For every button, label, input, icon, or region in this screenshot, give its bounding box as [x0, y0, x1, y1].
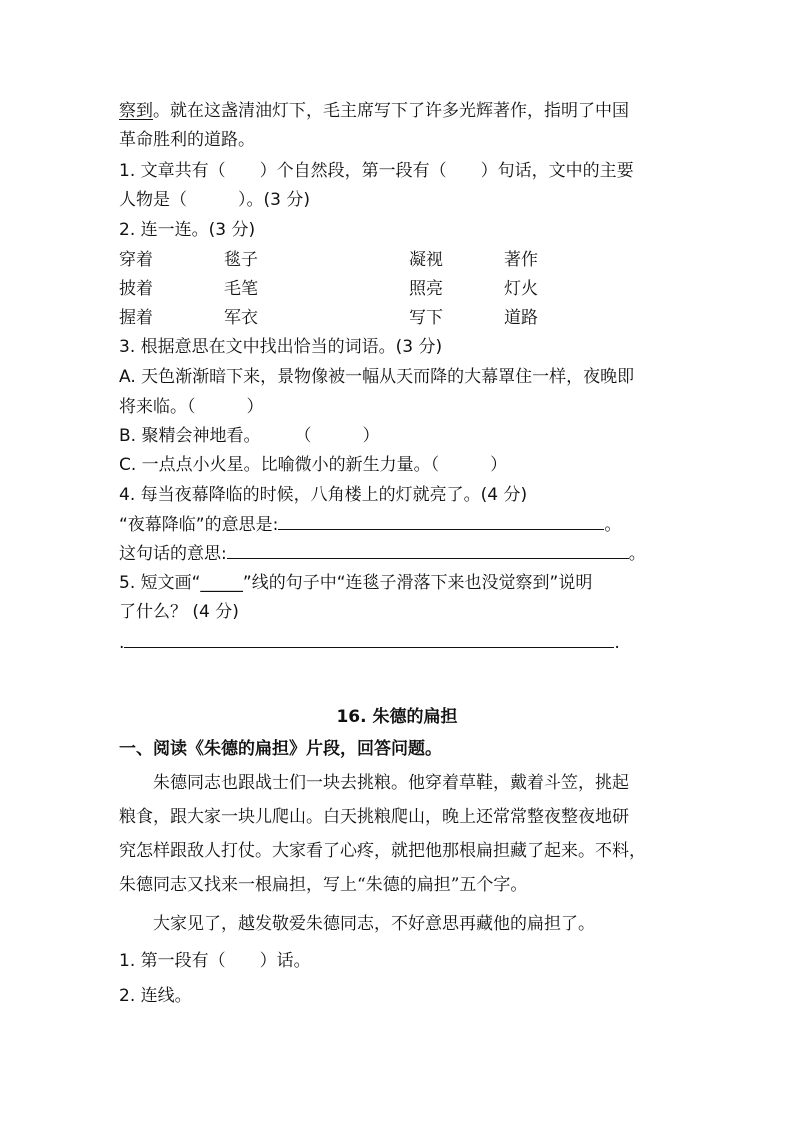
underlined-phrase: 察到	[119, 101, 153, 121]
question-1-line-2: 人物是（ ）。(3 分)	[119, 190, 310, 210]
section2-question-1: 1. 第一段有（ ）话。	[119, 951, 311, 971]
passage-line: 朱德同志又找来一根扁担，写上“朱德的扁担”五个字。	[119, 875, 528, 895]
match-word: 披着	[119, 279, 153, 299]
match-word: 写下	[409, 308, 443, 328]
match-word: 穿着	[119, 250, 153, 270]
passage-line: 粮食，跟大家一块儿爬山。白天挑粮爬山，晚上还常常整夜整夜地研	[119, 807, 629, 827]
match-word: 毛笔	[224, 279, 258, 299]
match-word: 著作	[504, 250, 538, 270]
question-1-line-1: 1. 文章共有（ ）个自然段，第一段有（ ）句话，文中的主要	[119, 161, 634, 181]
answer-blank[interactable]	[278, 513, 604, 530]
question-4b: 这句话的意思: 。	[119, 544, 646, 564]
question-3a-line-2: 将来临。（ ）	[119, 397, 264, 417]
passage-line: 朱德同志也跟战士们一块去挑粮。他穿着草鞋，戴着斗笠，挑起	[119, 773, 629, 793]
section2-question-2: 2. 连线。	[119, 986, 192, 1006]
match-word: 军衣	[224, 308, 258, 328]
match-word: 握着	[119, 308, 153, 328]
match-word: 凝视	[409, 250, 443, 270]
question-3b: B. 聚精会神地看。 （ ）	[119, 426, 380, 446]
passage-end-line-2: 革命胜利的道路。	[119, 130, 255, 150]
match-word: 道路	[504, 308, 538, 328]
answer-blank[interactable]	[124, 631, 614, 648]
question-3c: C. 一点点小火星。比喻微小的新生力量。（ ）	[119, 455, 508, 475]
passage-end-line-1: 察到。就在这盏清油灯下，毛主席写下了许多光辉著作，指明了中国	[119, 101, 629, 121]
match-word: 灯火	[504, 279, 538, 299]
lesson-title: 16. 朱德的扁担	[336, 707, 458, 727]
answer-blank[interactable]	[227, 542, 629, 559]
question-3-label: 3. 根据意思在文中找出恰当的词语。(3 分)	[119, 337, 443, 357]
question-2-label: 2. 连一连。(3 分)	[119, 220, 256, 240]
question-3a-line-1: A. 天色渐渐暗下来，景物像被一幅从天而降的大幕罩住一样，夜晚即	[119, 367, 635, 387]
passage-line: 究怎样跟敌人打仗。大家看了心疼，就把他那根扁担藏了起来。不料，	[119, 841, 646, 861]
question-5-answer: . .	[119, 633, 620, 653]
question-5-line-2: 了什么？ (4 分)	[119, 602, 239, 622]
match-word: 毯子	[224, 250, 258, 270]
question-4a: “夜幕降临”的意思是: 。	[119, 515, 622, 535]
question-4-label: 4. 每当夜幕降临的时候，八角楼上的灯就亮了。(4 分)	[119, 485, 528, 505]
match-word: 照亮	[409, 279, 443, 299]
passage-line: 大家见了，越发敬爱朱德同志，不好意思再藏他的扁担了。	[119, 914, 595, 934]
reading-heading: 一、阅读《朱德的扁担》片段，回答问题。	[119, 739, 442, 759]
question-5-line-1: 5. 短文画“_____”线的句子中“连毯子滑落下来也没觉察到”说明	[119, 573, 593, 593]
